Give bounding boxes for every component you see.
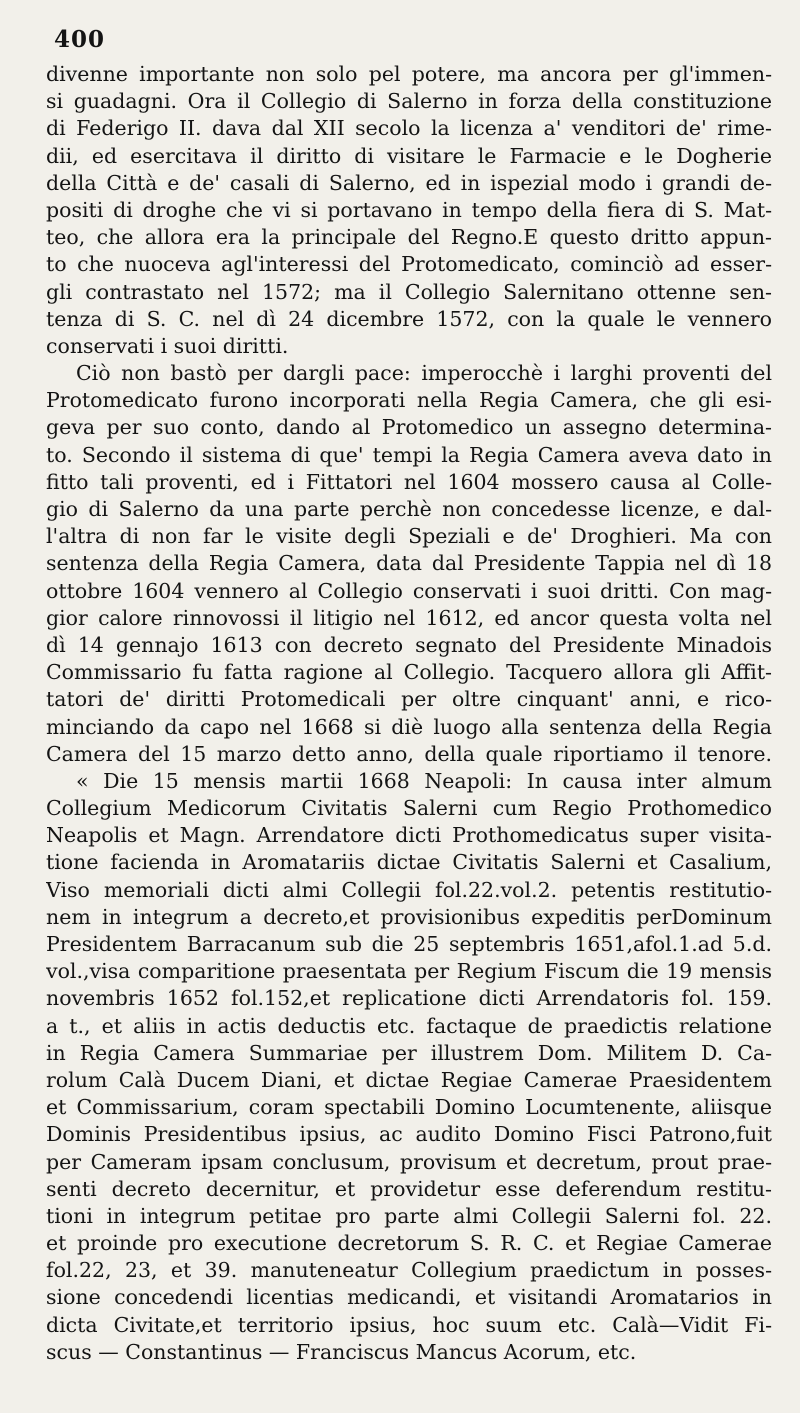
text-line: a t., et aliis in actis deductis etc. factaque de praedictis relatione bbox=[46, 1013, 772, 1038]
text-line: sione concedendi licentias medicandi, et visitandi Aromatarios in bbox=[46, 1285, 772, 1310]
text-line: Ciò non bastò per dargli pace: imperocchè i larghi proventi del bbox=[76, 361, 772, 386]
text-line: to che nuoceva agl'interessi del Protomedicato, cominciò ad esser- bbox=[46, 252, 772, 277]
text-line: geva per suo conto, dando al Protomedico un assegno determina- bbox=[46, 415, 772, 440]
text-line: tenza di S. C. nel dì 24 dicembre 1572, con la quale le vennero bbox=[46, 306, 772, 331]
text-line: et Commissarium, coram spectabili Domino Locumtenente, aliisque bbox=[46, 1095, 772, 1120]
text-line: scus — Constantinus — Franciscus Mancus Acorum, etc. bbox=[46, 1339, 637, 1364]
text-line: in Regia Camera Summariae per illustrem Dom. Militem D. Ca- bbox=[46, 1040, 772, 1065]
text-line: Collegium Medicorum Civitatis Salerni cum Regio Prothomedico bbox=[46, 796, 772, 821]
text-line: gli contrastato nel 1572; ma il Collegio Salernitano ottenne sen- bbox=[46, 279, 772, 304]
text-line: senti decreto decernitur, et providetur esse deferendum restitu- bbox=[46, 1176, 772, 1201]
page-number: 400 bbox=[54, 26, 106, 53]
text-line: di Federigo II. dava dal XII secolo la licenza a' venditori de' rime- bbox=[46, 116, 772, 141]
text-line: vol.,visa comparitione praesentata per Regium Fiscum die 19 mensis bbox=[46, 959, 772, 984]
text-line: tatori de' diritti Protomedicali per oltre cinquant' anni, e rico- bbox=[46, 687, 772, 712]
text-line: tione facienda in Aromatariis dictae Civitatis Salerni et Casalium, bbox=[46, 850, 772, 875]
text-line: conservati i suoi diritti. bbox=[46, 333, 289, 358]
text-line: Protomedicato furono incorporati nella Regia Camera, che gli esi- bbox=[46, 388, 772, 413]
text-line: gior calore rinnovossi il litigio nel 1612, ed ancor questa volta nel bbox=[46, 605, 772, 630]
text-line: nem in integrum a decreto,et provisionibus expeditis perDominum bbox=[46, 904, 772, 929]
text-line: ottobre 1604 vennero al Collegio conservati i suoi dritti. Con mag- bbox=[46, 578, 772, 603]
text-line: rolum Calà Ducem Diani, et dictae Regiae Camerae Praesidentem bbox=[46, 1067, 772, 1092]
text-line: Dominis Presidentibus ipsius, ac audito Domino Fisci Patrono,fuit bbox=[46, 1122, 772, 1147]
text-line: gio di Salerno da una parte perchè non concedesse licenze, e dal- bbox=[46, 497, 772, 521]
body-text bbox=[46, 61, 772, 1366]
text-line: to. Secondo il sistema di que' tempi la Regia Camera aveva dato in bbox=[46, 442, 772, 467]
text-line: Viso memoriali dicti almi Collegii fol.22.vol.2. petentis restitutio- bbox=[46, 877, 772, 902]
text-line: dicta Civitate,et territorio ipsius, hoc suum etc. Calà—Vidit Fi- bbox=[46, 1312, 772, 1337]
text-line: si guadagni. Ora il Collegio di Salerno in forza della constituzione bbox=[46, 89, 772, 114]
text-line: tioni in integrum petitae pro parte almi Collegii Salerni fol. 22. bbox=[46, 1203, 772, 1228]
text-line: Camera del 15 marzo detto anno, della quale riportiamo il tenore. bbox=[46, 741, 772, 766]
text-line: Neapolis et Magn. Arrendatore dicti Prothomedicatus super visita- bbox=[46, 823, 772, 848]
text-line: l'altra di non far le visite degli Speziali e de' Droghieri. Ma con bbox=[46, 524, 772, 549]
text-line: teo, che allora era la principale del Regno.E questo dritto appun- bbox=[46, 225, 772, 250]
text-line: novembris 1652 fol.152,et replicatione dicti Arrendatoris fol. 159. bbox=[46, 986, 772, 1011]
text-line: fitto tali proventi, ed i Fittatori nel 1604 mossero causa al Colle- bbox=[46, 469, 772, 494]
text-line: Presidentem Barracanum sub die 25 septembris 1651,afol.1.ad 5.d. bbox=[46, 932, 772, 956]
text-line: dii, ed esercitava il diritto di visitare le Farmacie e le Dogherie bbox=[46, 143, 772, 168]
text-line: per Cameram ipsam conclusum, provisum et decretum, prout prae- bbox=[46, 1149, 772, 1174]
text-line: della Città e de' casali di Salerno, ed in ispezial modo i grandi de- bbox=[46, 170, 772, 195]
text-line: dì 14 gennajo 1613 con decreto segnato del Presidente Minadois bbox=[46, 632, 772, 657]
text-line: et proinde pro executione decretorum S. R. C. et Regiae Camerae bbox=[46, 1231, 772, 1256]
text-line: divenne importante non solo pel potere, ma ancora per gl'immen- bbox=[46, 62, 772, 86]
text-line: positi di droghe che vi si portavano in tempo della fiera di S. Mat- bbox=[46, 197, 772, 222]
text-line: sentenza della Regia Camera, data dal Presidente Tappia nel dì 18 bbox=[46, 551, 772, 576]
text-line: fol.22, 23, et 39. manuteneatur Collegium praedictum in posses- bbox=[46, 1258, 772, 1283]
text-line: « Die 15 mensis martii 1668 Neapoli: In causa inter almum bbox=[76, 768, 772, 793]
text-line: minciando da capo nel 1668 si diè luogo alla sentenza della Regia bbox=[46, 714, 772, 739]
text-line: Commissario fu fatta ragione al Collegio. Tacquero allora gli Affit- bbox=[46, 660, 772, 685]
